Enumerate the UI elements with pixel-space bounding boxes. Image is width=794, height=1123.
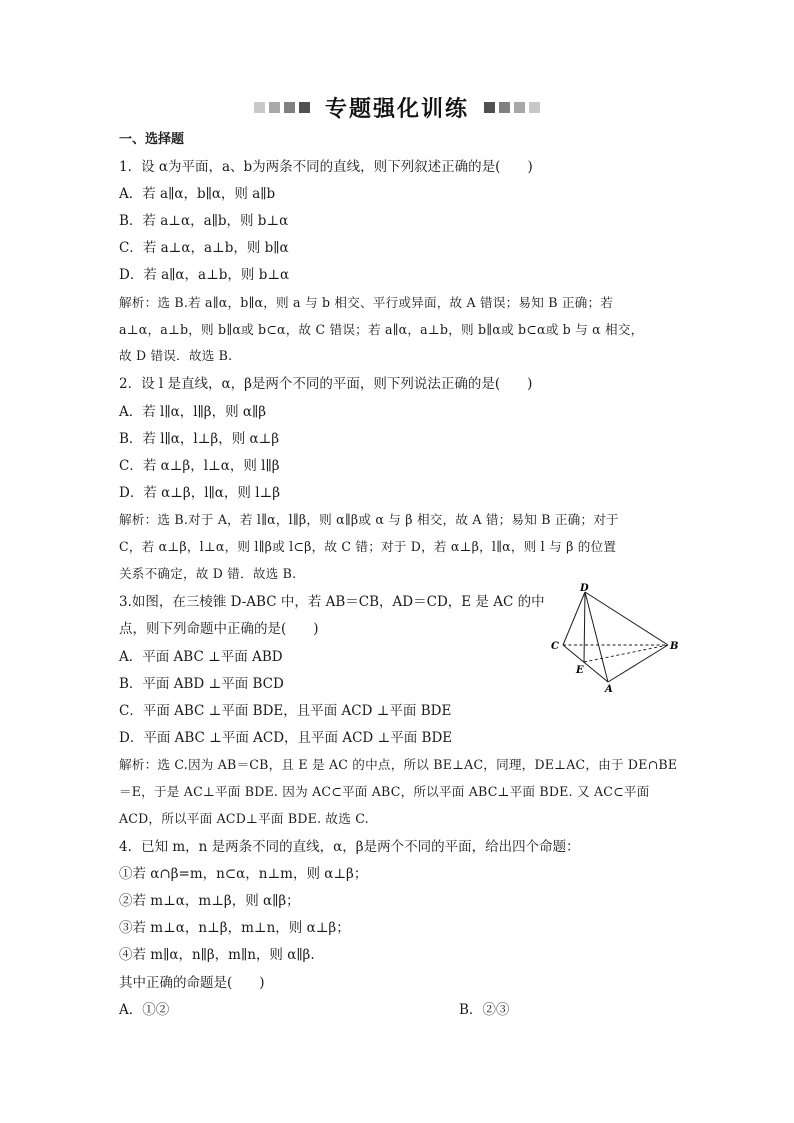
q3-option-c: C．平面 ABC ⊥平面 BDE，且平面 ACD ⊥平面 BDE <box>119 703 452 719</box>
q1-option-b: B．若 a⊥α，a∥b，则 b⊥α <box>119 213 289 229</box>
decor-square <box>514 102 525 113</box>
edge-db <box>585 592 668 645</box>
vertex-label-d: D <box>580 583 589 594</box>
q3-stem: 3.如图，在三棱锥 D-ABC 中，若 AB＝CB，AD＝CD，E 是 AC 的中 <box>119 594 545 610</box>
q2-option-d: D．若 α⊥β，l∥α，则 l⊥β <box>119 485 281 501</box>
decor-square <box>254 102 265 113</box>
vertex-label-b: B <box>670 641 679 652</box>
q4-option-a: A．①② <box>119 1002 170 1018</box>
decor-square <box>269 102 280 113</box>
q2-solution-line: 解析：选 B.对于 A，若 l∥α，l∥β，则 α∥β或 α 与 β 相交，故 A 错；易知 B 正确；对于 <box>119 512 619 527</box>
decor-square <box>484 102 495 113</box>
tetrahedron-figure <box>545 582 685 694</box>
decor-square <box>299 102 310 113</box>
q4-proposition-3: ③若 m⊥α，n⊥β，m⊥n，则 α⊥β； <box>119 920 350 936</box>
q1-solution-line: a⊥α，a⊥b，则 b∥α或 b⊂α，故 C 错误；若 a∥α，a⊥b，则 b∥α或 b⊂α或 b 与 α 相交， <box>119 322 644 337</box>
edge-ab <box>608 645 668 682</box>
q1-solution-line: 解析：选 B.若 a∥α，b∥α，则 a 与 b 相交、平行或异面，故 A 错误；易知 B 正确；若 <box>119 295 614 310</box>
q2-option-c: C．若 α⊥β，l⊥α，则 l∥β <box>119 458 280 474</box>
q1-option-d: D．若 a∥α，a⊥b，则 b⊥α <box>119 267 290 283</box>
decor-square <box>284 102 295 113</box>
q1-solution-line: 故 D 错误．故选 B. <box>119 348 233 363</box>
q4-question: 其中正确的命题是( ) <box>119 975 265 991</box>
q4-proposition-1: ①若 α∩β=m，n⊂α，n⊥m，则 α⊥β； <box>119 866 368 882</box>
q4-proposition-2: ②若 m⊥α，m⊥β，则 α∥β； <box>119 893 300 909</box>
q1-option-a: A．若 a∥α，b∥α，则 a∥b <box>119 186 276 202</box>
q3-option-d: D．平面 ABC ⊥平面 ACD，且平面 ACD ⊥平面 BDE <box>119 730 453 746</box>
vertex-label-c: C <box>551 641 559 652</box>
decor-square <box>529 102 540 113</box>
q3-solution-line: ACD，所以平面 ACD⊥平面 BDE. 故选 C. <box>119 811 369 826</box>
q1-option-c: C．若 a⊥α，a⊥b，则 b∥α <box>119 240 289 256</box>
q2-solution-line: C，若 α⊥β，l⊥α，则 l∥β或 l⊂β，故 C 错；对于 D，若 α⊥β，l∥α，则 l 与 β 的位置 <box>119 539 617 554</box>
edge-ca <box>563 645 608 682</box>
section-heading: 一、选择题 <box>119 132 185 147</box>
q2-option-a: A．若 l∥α，l∥β，则 α∥β <box>119 404 267 420</box>
q3-solution-line: 解析：选 C.因为 AB＝CB，且 E 是 AC 的中点，所以 BE⊥AC，同理，DE⊥AC，由于 DE∩BE <box>119 757 678 772</box>
edge-da <box>585 592 608 682</box>
edge-dc <box>563 592 585 645</box>
q2-solution-line: 关系不确定，故 D 错．故选 B. <box>119 566 297 581</box>
q3-option-a: A．平面 ABC ⊥平面 ABD <box>119 649 283 665</box>
q4-option-b: B．②③ <box>459 1002 510 1018</box>
edge-de <box>584 592 585 662</box>
q1-stem: 1．设 α为平面，a、b为两条不同的直线，则下列叙述正确的是( ) <box>119 159 533 175</box>
decor-square <box>499 102 510 113</box>
edge-eb-hidden <box>584 645 668 662</box>
header <box>0 92 794 123</box>
q3-solution-line: ＝E，于是 AC⊥平面 BDE. 因为 AC⊂平面 ABC，所以平面 ABC⊥平面 BDE. 又 AC⊂平面 <box>119 784 650 799</box>
q2-stem: 2．设 l 是直线，α，β是两个不同的平面，则下列说法正确的是( ) <box>119 376 533 392</box>
q3-stem: 点，则下列命题中正确的是( ) <box>119 621 319 637</box>
q4-stem: 4．已知 m，n 是两条不同的直线，α，β是两个不同的平面，给出四个命题： <box>119 839 580 855</box>
q2-option-b: B．若 l∥α，l⊥β，则 α⊥β <box>119 431 280 447</box>
vertex-label-a: A <box>605 684 613 694</box>
vertex-label-e: E <box>576 665 584 676</box>
page-title: 专题强化训练 <box>324 97 469 122</box>
q3-option-b: B．平面 ABD ⊥平面 BCD <box>119 676 284 692</box>
q4-proposition-4: ④若 m∥α，n∥β，m∥n，则 α∥β. <box>119 947 315 963</box>
